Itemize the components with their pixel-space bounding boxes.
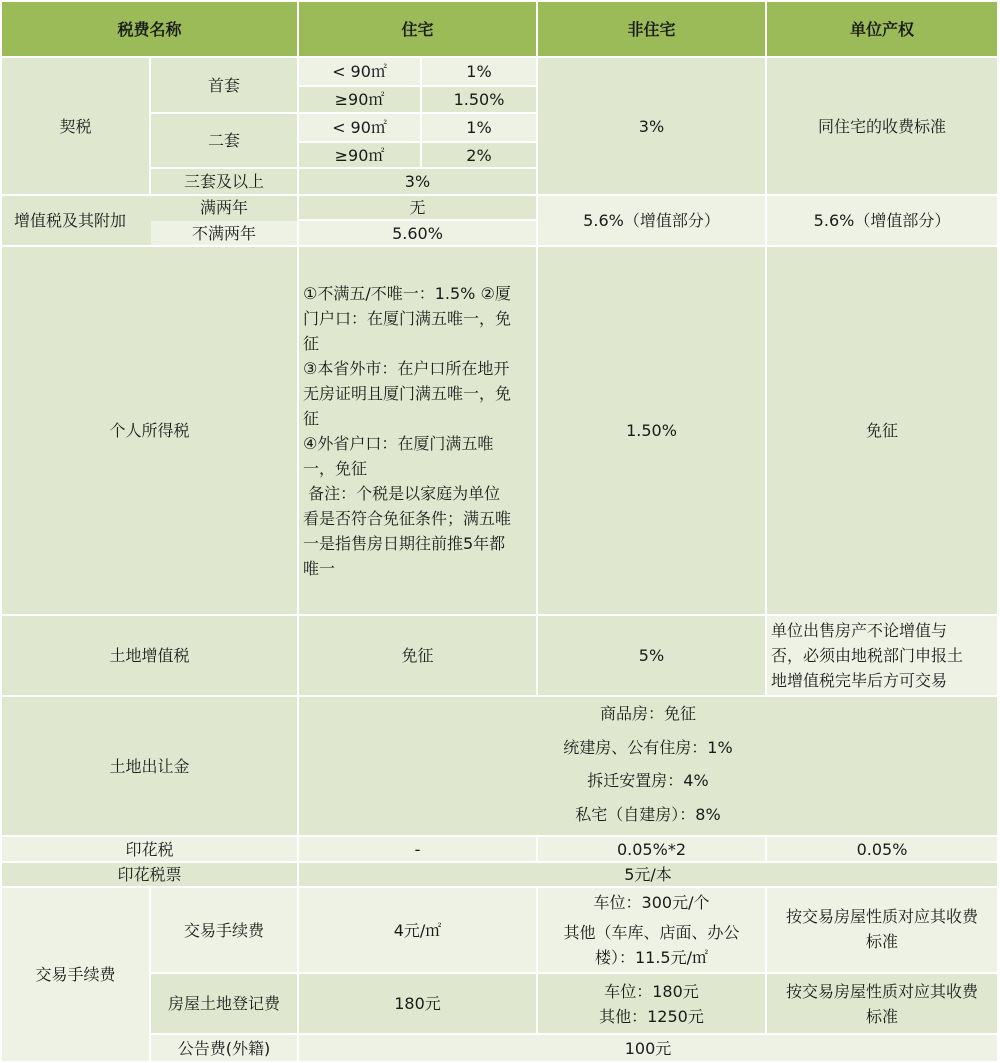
land-vat-note-line: 否，必须由地税部门申报土 bbox=[771, 646, 964, 665]
income-tax-line: 征 bbox=[303, 333, 320, 353]
income-tax-line: 唯一 bbox=[303, 558, 336, 578]
land-transfer-line: 拆迁安置房：4% bbox=[587, 771, 709, 791]
deed-tax-label: 契税 bbox=[2, 58, 149, 194]
registration-fee-other: 其他：1250元 bbox=[599, 1006, 704, 1026]
income-tax-line: 一，免征 bbox=[303, 458, 368, 478]
header-non-residential: 非住宅 bbox=[538, 2, 765, 56]
land-vat-label: 土地增值税 bbox=[2, 616, 297, 695]
stamp-tax-non-residential: 0.05%*2 bbox=[538, 837, 765, 861]
income-tax-residential bbox=[299, 247, 536, 614]
land-vat-non-residential: 5% bbox=[538, 616, 765, 695]
stamp-tax-unit-property: 0.05% bbox=[767, 837, 997, 861]
land-transfer-line: 商品房：免征 bbox=[599, 704, 696, 724]
income-tax-line: ④外省户口：在厦门满五唯 bbox=[303, 433, 494, 453]
income-tax-label: 个人所得税 bbox=[2, 247, 297, 614]
registration-fee-unit-property bbox=[767, 974, 997, 1033]
income-tax-line: 看是否符合免征条件；满五唯 bbox=[303, 508, 512, 528]
trade-fee-residential: 4元/㎡ bbox=[299, 888, 536, 972]
land-vat-unit-property bbox=[767, 616, 997, 695]
stamp-tax-label: 印花税 bbox=[2, 837, 297, 861]
deed-tax-first-home: 首套 bbox=[151, 58, 297, 112]
header-residential: 住宅 bbox=[299, 2, 536, 56]
trade-fee-unit-line: 标准 bbox=[865, 932, 898, 951]
land-vat-note-line: 地增值税完毕后方可交易 bbox=[771, 671, 948, 690]
trade-fee-parking: 车位：300元/个 bbox=[593, 893, 710, 913]
land-transfer-label: 土地出让金 bbox=[2, 697, 297, 835]
land-vat-residential: 免征 bbox=[299, 616, 536, 695]
vat-over-two-years: 满两年 bbox=[151, 196, 297, 219]
income-tax-line: 无房证明且厦门满五唯一，免 bbox=[303, 383, 512, 403]
trade-fee-unit-property bbox=[767, 888, 997, 972]
deed-tax-unit-property: 同住宅的收费标准 bbox=[767, 58, 997, 194]
income-tax-line: ①不满五/不唯一：1.5% ②厦 bbox=[303, 283, 511, 303]
trade-fee-other bbox=[563, 920, 739, 970]
trade-fee-label: 交易手续费 bbox=[151, 888, 297, 972]
deed-tax-first-over-90: ≥90㎡ bbox=[299, 87, 420, 112]
income-tax-line: 门户口：在厦门满五唯一，免 bbox=[303, 308, 512, 328]
registration-fee-parking: 车位：180元 bbox=[604, 981, 699, 1001]
stamp-ticket-label: 印花税票 bbox=[2, 863, 297, 886]
land-transfer-values bbox=[299, 697, 997, 835]
income-tax-non-residential: 1.50% bbox=[538, 247, 765, 614]
registration-fee-unit-line: 标准 bbox=[865, 1007, 898, 1026]
deed-tax-second-under-90: < 90㎡ bbox=[299, 114, 420, 141]
vat-over-two-years-rate: 无 bbox=[299, 196, 536, 219]
deed-tax-second-home: 二套 bbox=[151, 114, 297, 167]
deed-tax-second-under-90-rate: 1% bbox=[422, 114, 536, 141]
deed-tax-first-under-90: < 90㎡ bbox=[299, 58, 420, 85]
trade-fee-other-line: 其他（车库、店面、办公 bbox=[563, 922, 740, 942]
header-tax-name: 税费名称 bbox=[2, 2, 297, 56]
income-tax-line: ③本省外市：在户口所在地开 bbox=[303, 358, 510, 378]
trade-fee-other-line: 楼）：11.5元/㎡ bbox=[594, 947, 708, 967]
trade-fee-unit-line: 按交易房屋性质对应其收费 bbox=[785, 907, 978, 926]
header-unit-property: 单位产权 bbox=[767, 2, 997, 56]
income-tax-line: 征 bbox=[303, 408, 320, 428]
income-tax-line: 备注：个税是以家庭为单位 bbox=[303, 483, 501, 503]
income-tax-line: 一是指售房日期往前推5年都 bbox=[303, 533, 506, 553]
deed-tax-first-under-90-rate: 1% bbox=[422, 58, 536, 85]
land-transfer-line: 私宅（自建房）：8% bbox=[575, 804, 721, 824]
registration-fee-label: 房屋土地登记费 bbox=[151, 974, 297, 1033]
land-vat-note-line: 单位出售房产不论增值与 bbox=[771, 621, 948, 640]
stamp-tax-residential: - bbox=[299, 837, 536, 861]
registration-fee-non-residential bbox=[538, 974, 765, 1033]
transaction-fee-label: 交易手续费 bbox=[2, 888, 149, 1061]
deed-tax-second-over-90-rate: 2% bbox=[422, 143, 536, 167]
announcement-fee-value: 100元 bbox=[299, 1035, 997, 1061]
land-transfer-line: 统建房、公有住房：1% bbox=[563, 737, 733, 757]
vat-under-two-years-rate: 5.60% bbox=[299, 221, 536, 245]
deed-tax-third-plus-rate: 3% bbox=[299, 169, 536, 194]
announcement-fee-label: 公告费(外籍) bbox=[151, 1035, 297, 1061]
vat-under-two-years: 不满两年 bbox=[151, 221, 297, 245]
deed-tax-third-plus: 三套及以上 bbox=[151, 169, 297, 194]
trade-fee-non-residential bbox=[538, 888, 765, 972]
registration-fee-residential: 180元 bbox=[299, 974, 536, 1033]
income-tax-unit-property: 免征 bbox=[767, 247, 997, 614]
deed-tax-second-over-90: ≥90㎡ bbox=[299, 143, 420, 167]
registration-fee-unit-line: 按交易房屋性质对应其收费 bbox=[785, 982, 978, 1001]
deed-tax-first-over-90-rate: 1.50% bbox=[422, 87, 536, 112]
vat-label: 增值税及其附加 bbox=[2, 196, 297, 245]
stamp-ticket-value: 5元/本 bbox=[299, 863, 997, 886]
deed-tax-non-residential: 3% bbox=[538, 58, 765, 194]
vat-non-residential: 5.6%（增值部分） bbox=[538, 196, 765, 245]
vat-unit-property: 5.6%（增值部分） bbox=[767, 196, 997, 245]
